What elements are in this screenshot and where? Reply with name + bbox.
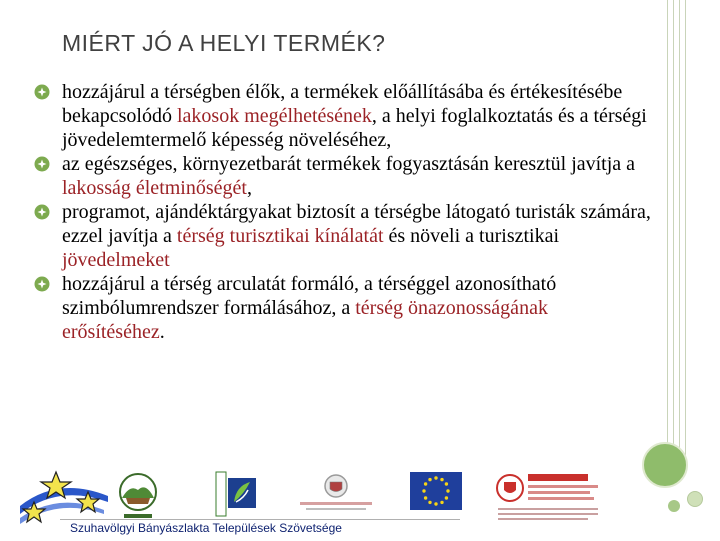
bullet-text: hozzájárul a térségben élők, a termékek előállításába és értékesítésébe bekapcsolódó <box>62 81 623 127</box>
ministry-crest-logo <box>296 472 376 518</box>
uj-magyarorszag-logo <box>494 468 604 526</box>
bullet-text: az egészséges, környezetbarát termékek fogyasztásán keresztül javítja a <box>62 153 636 175</box>
clover-bullet-icon <box>34 276 50 292</box>
bullet-highlight: lakosok megélhetésének <box>176 105 372 127</box>
decorative-lines <box>663 0 693 460</box>
bullet-highlight-2: jövedelmeket <box>62 249 170 271</box>
bullet-text-end: . <box>159 321 165 343</box>
leader-logo <box>214 468 260 520</box>
organization-name: Szuhavölgyi Bányászlakta Települések Szövetsége <box>70 521 342 535</box>
bullet-text-end: , a helyi foglalkoztatás és a térségi jövedelemtermelő képesség növeléséhez, <box>62 105 647 151</box>
bullet-text: programot, ajándéktárgyakat biztosít a térségbe látogató turisták számára, ezzel javítja a <box>62 201 651 247</box>
bullet-list <box>34 80 654 344</box>
bullet-item <box>34 80 654 152</box>
clover-bullet-icon <box>34 156 50 172</box>
clover-bullet-icon <box>34 84 50 100</box>
bullet-text-middle: és növeli a turisztikai <box>383 225 560 247</box>
bullet-highlight: térség turisztikai kínálatát <box>176 225 384 247</box>
bullet-highlight: térség önazonosságának erősítéséhez <box>62 297 548 343</box>
bullet-text-end: , <box>246 177 252 199</box>
bullet-item <box>34 272 654 344</box>
eu-flag-logo <box>410 472 462 510</box>
clover-bullet-icon <box>34 204 50 220</box>
bullet-item <box>34 152 654 200</box>
bullet-text: hozzájárul a térség arculatát formáló, a térséggel azonosítható szimbólumrendszer formálásához, a <box>62 273 557 319</box>
slide-title: MIÉRT JÓ A HELYI TERMÉK? <box>62 30 386 56</box>
bullet-highlight: lakosság életminőségét <box>62 177 247 199</box>
bullet-item <box>34 200 654 272</box>
hill-emblem-logo <box>118 472 158 522</box>
